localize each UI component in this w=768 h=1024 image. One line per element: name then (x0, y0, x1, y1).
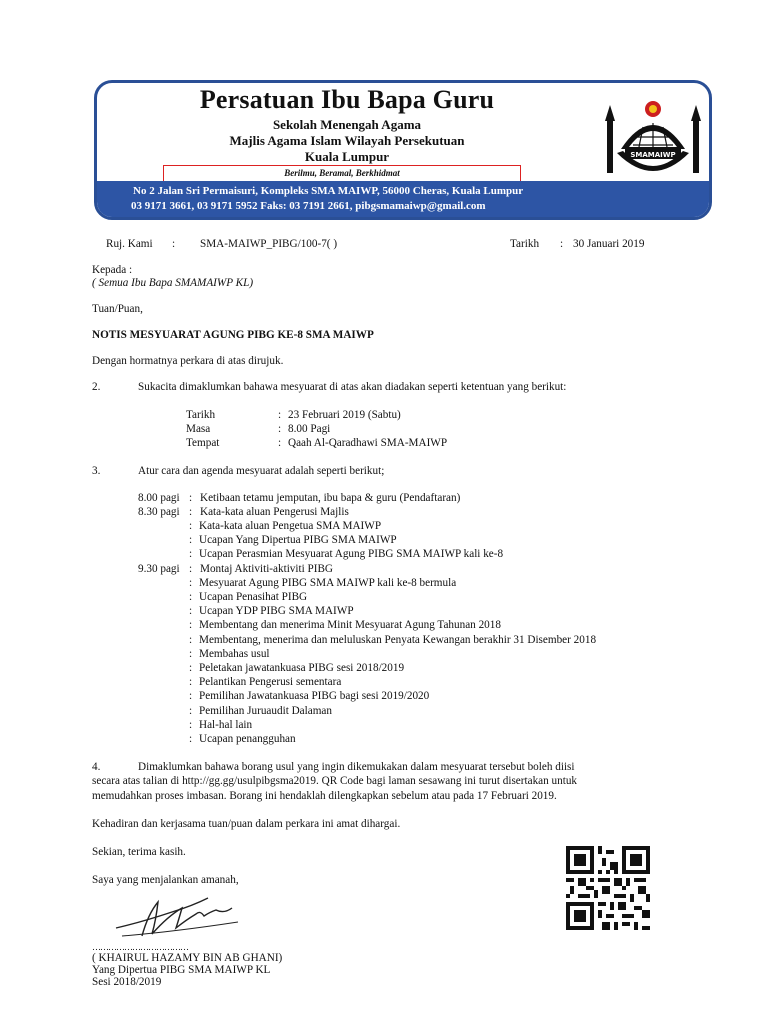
agenda-item: Hal-hal lain (199, 719, 253, 731)
school-name: Sekolah Menengah Agama (272, 117, 422, 132)
signatory-session: Sesi 2018/2019 (92, 976, 162, 988)
agenda-item: Peletakan jawatankuasa PIBG sesi 2018/2019 (199, 662, 405, 674)
agenda-item: Ucapan Penasihat PIBG (199, 591, 308, 603)
motto: Berilmu, Beramal, Berkhidmat (163, 165, 521, 183)
to-label: Kepada : (92, 264, 133, 276)
agenda-sep: : (189, 648, 193, 660)
agenda-sep: : (189, 690, 193, 702)
thanks-line: Kehadiran dan kerjasama tuan/puan dalam perkara ini amat dihargai. (92, 818, 401, 830)
para2-text: Sukacita dimaklumkan bahawa mesyuarat di atas akan diadakan seperti ketentuan yang berikut: (138, 381, 567, 393)
agenda-sep: : (189, 619, 193, 631)
signoff-line: Saya yang menjalankan amanah, (92, 874, 239, 886)
agenda-sep: : (189, 520, 193, 532)
letterhead (94, 80, 712, 220)
signatory-name: ( KHAIRUL HAZAMY BIN AB GHANI) (92, 952, 283, 964)
qr-code-icon (566, 846, 650, 930)
agenda-sep: : (189, 662, 193, 674)
agenda-item: Membentang, menerima dan meluluskan Penyata Kewangan berakhir 31 Disember 2018 (199, 634, 597, 646)
para4-num: 4. (92, 761, 101, 773)
para4-line2: secara atas talian di http://gg.gg/usulpibgsma2019. QR Code bagi laman sesawang ini turut disertakan untuk (92, 775, 578, 787)
logo-text: SMAMAIWP (630, 151, 676, 159)
agenda-item: Kata-kata aluan Pengetua SMA MAIWP (199, 520, 382, 532)
ref-sep: : (172, 238, 176, 250)
agenda-item: Membahas usul (199, 648, 270, 660)
address-line-1: No 2 Jalan Sri Permaisuri, Kompleks SMA MAIWP, 56000 Cheras, Kuala Lumpur (133, 185, 524, 197)
to-value: ( Semua Ibu Bapa SMAMAIWP KL) (92, 277, 254, 289)
agenda-item: Ucapan Yang Dipertua PIBG SMA MAIWP (199, 534, 397, 546)
detail-sep: : (278, 437, 282, 449)
agenda-time: 8.00 pagi (138, 492, 180, 504)
org-title: Persatuan Ibu Bapa Guru (199, 85, 495, 114)
agenda-item: Kata-kata aluan Pengerusi Majlis (200, 506, 349, 518)
detail-label: Tarikh (186, 409, 216, 421)
agenda-sep: : (189, 605, 193, 617)
agenda-sep: : (189, 719, 193, 731)
agenda-sep: : (189, 563, 193, 575)
para4-line1: Dimaklumkan bahawa borang usul yang ingin dikemukakan dalam mesyuarat tersebut boleh diisi (138, 761, 575, 773)
agenda-item: Pemilihan Juruaudit Dalaman (199, 705, 332, 717)
detail-label: Tempat (186, 437, 220, 449)
agenda-item: Pemilihan Jawatankuasa PIBG bagi sesi 2019/2020 (199, 690, 430, 702)
detail-value: 8.00 Pagi (288, 423, 331, 435)
date-label: Tarikh (510, 238, 540, 250)
agenda-sep: : (189, 548, 193, 560)
subject: NOTIS MESYUARAT AGUNG PIBG KE-8 SMA MAIWP (92, 329, 374, 341)
detail-sep: : (278, 423, 282, 435)
salutation: Tuan/Puan, (92, 303, 143, 315)
agenda-item: Mesyuarat Agung PIBG SMA MAIWP kali ke-8 bermula (199, 577, 457, 589)
address-line-2: 03 9171 3661, 03 9171 5952 Faks: 03 7191 2661, pibgsmamaiwp@gmail.com (131, 200, 486, 212)
agenda-sep: : (189, 733, 193, 745)
address-band (97, 181, 709, 217)
signature-icon (112, 892, 242, 942)
signatory-position: Yang Dipertua PIBG SMA MAIWP KL (92, 964, 271, 976)
agenda-item: Membentang dan menerima Minit Mesyuarat Agung Tahunan 2018 (199, 619, 501, 631)
agenda-sep: : (189, 534, 193, 546)
agenda-time: 8.30 pagi (138, 506, 180, 518)
signature-dots: ……………………………… (92, 942, 188, 952)
ref-value: SMA-MAIWP_PIBG/100-7( ) (200, 238, 338, 250)
agenda-item: Montaj Aktiviti-aktiviti PIBG (200, 563, 334, 575)
date-value: 30 Januari 2019 (573, 238, 645, 250)
agenda-item: Ucapan YDP PIBG SMA MAIWP (199, 605, 354, 617)
para3-num: 3. (92, 465, 101, 477)
regards-line: Sekian, terima kasih. (92, 846, 186, 858)
agenda-item: Ucapan Perasmian Mesyuarat Agung PIBG SMA MAIWP kali ke-8 (199, 548, 504, 560)
agenda-sep: : (189, 577, 193, 589)
agenda-sep: : (189, 506, 193, 518)
city-name: Kuala Lumpur (304, 149, 390, 164)
agenda-sep: : (189, 705, 193, 717)
agenda-sep: : (189, 492, 193, 504)
agenda-sep: : (189, 634, 193, 646)
opening-line: Dengan hormatnya perkara di atas dirujuk. (92, 355, 284, 367)
agenda-sep: : (189, 676, 193, 688)
agenda-time: 9.30 pagi (138, 563, 180, 575)
agenda-sep: : (189, 591, 193, 603)
detail-sep: : (278, 409, 282, 421)
agenda-item: Pelantikan Pengerusi sementara (199, 676, 342, 688)
agenda-item: Ketibaan tetamu jemputan, ibu bapa & guru (Pendaftaran) (200, 492, 461, 504)
council-name: Majlis Agama Islam Wilayah Persekutuan (229, 133, 465, 148)
agenda-item: Ucapan penangguhan (199, 733, 296, 745)
detail-value: Qaah Al-Qaradhawi SMA-MAIWP (288, 437, 448, 449)
date-sep: : (560, 238, 564, 250)
detail-value: 23 Februari 2019 (Sabtu) (288, 409, 401, 421)
para3-text: Atur cara dan agenda mesyuarat adalah seperti berikut; (138, 465, 385, 477)
ref-label: Ruj. Kami (106, 238, 153, 250)
detail-label: Masa (186, 423, 211, 435)
school-logo-icon (603, 93, 703, 185)
para2-num: 2. (92, 381, 101, 393)
para4-line3: memudahkan proses imbasan. Borang ini hendaklah dilengkapkan sebelum atau pada 17 Februari 2019. (92, 790, 557, 802)
